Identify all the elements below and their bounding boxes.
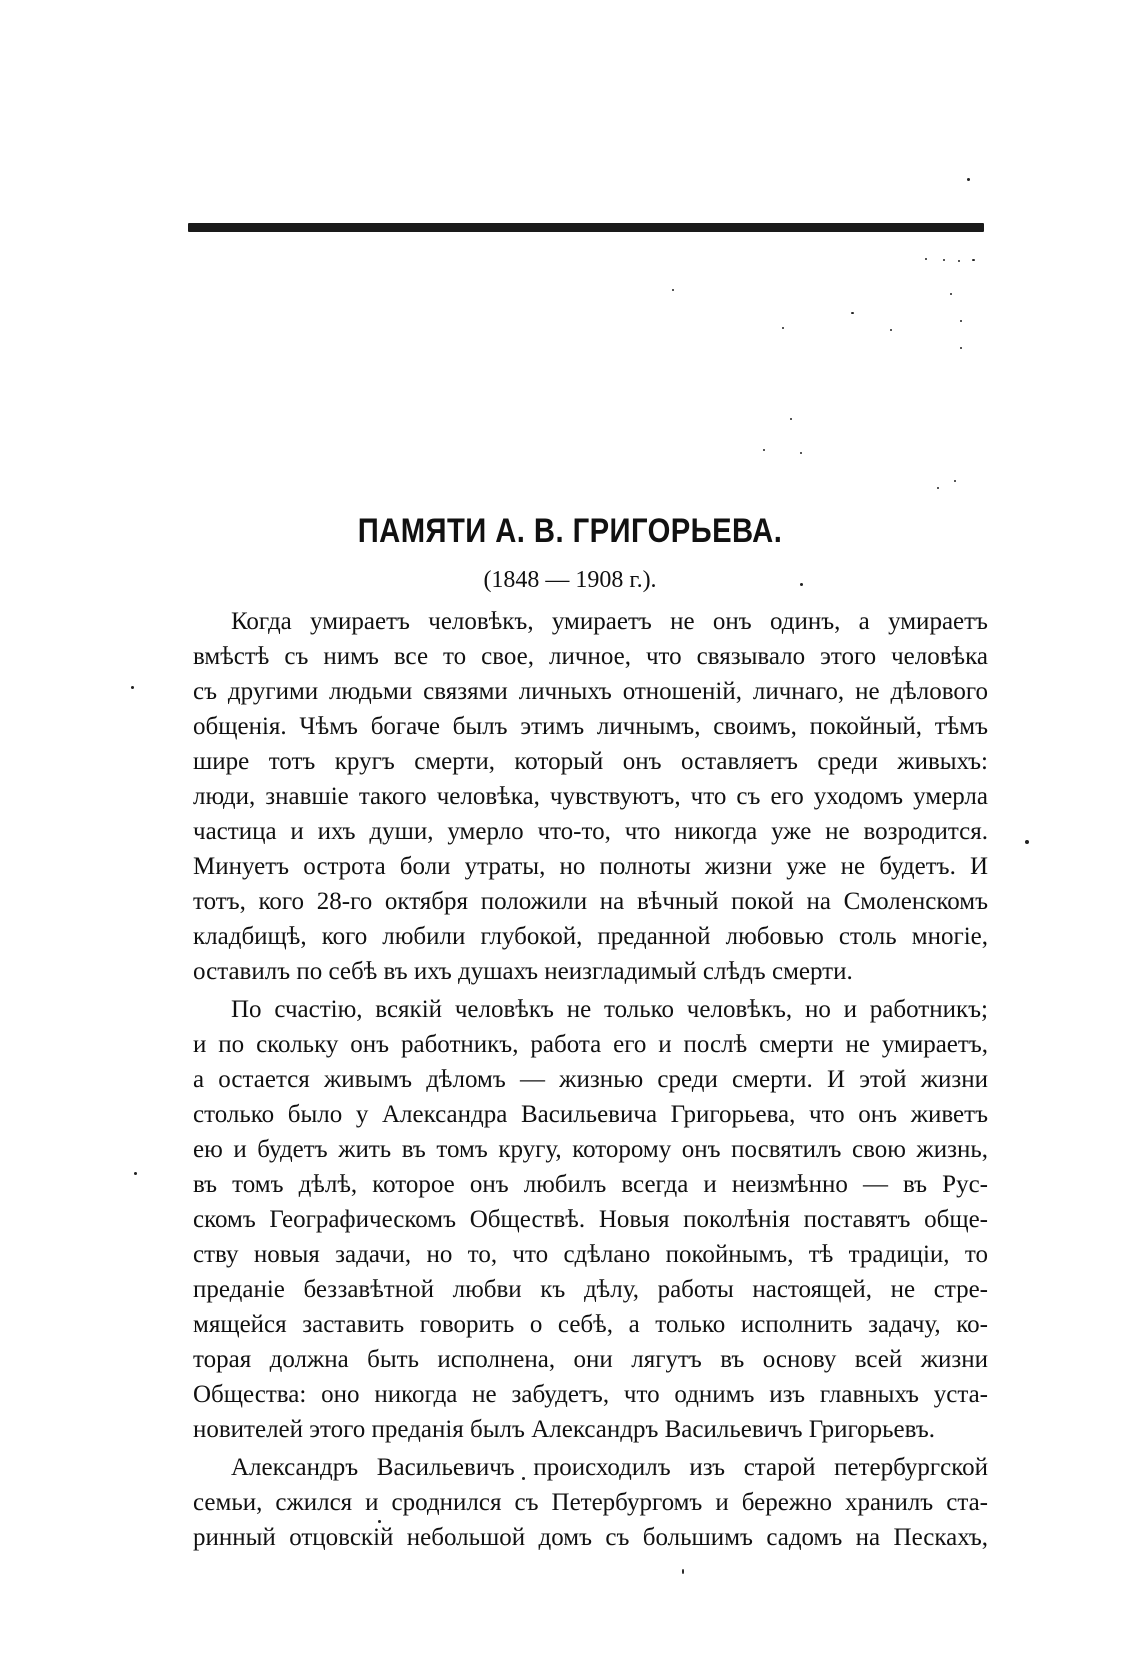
print-speck	[967, 178, 970, 181]
print-speck	[925, 258, 927, 260]
print-speck	[782, 327, 784, 329]
article-title: ПАМЯТИ А. В. ГРИГОРЬЕВА.	[357, 512, 783, 550]
article-dates: (1848 — 1908 г.).	[483, 567, 657, 593]
print-speck	[672, 289, 674, 291]
text-line: ству новыя задачи, но то, что сдѣлано покойнымъ, тѣ традиціи, то	[193, 1241, 988, 1268]
article-body	[193, 604, 988, 1555]
text-line: Когда умираетъ человѣкъ, умираетъ не онъ одинъ, а умираетъ	[231, 608, 988, 635]
print-speck	[790, 418, 792, 420]
print-speck	[800, 452, 802, 454]
text-line: мящейся заставить говорить о себѣ, а только исполнить задачу, ко-	[193, 1311, 988, 1338]
print-speck	[960, 320, 962, 322]
text-line: преданіе беззавѣтной любви къ дѣлу, работы настоящей, не стре-	[193, 1276, 988, 1303]
print-speck	[682, 1569, 684, 1574]
text-line: По счастію, всякій человѣкъ не только человѣкъ, но и работникъ;	[231, 996, 988, 1023]
print-speck	[950, 293, 952, 295]
text-line: а остается живымъ дѣломъ — жизнью среди смерти. И этой жизни	[193, 1066, 988, 1093]
print-speck	[851, 312, 854, 314]
text-line: скомъ Географическомъ Обществѣ. Новыя поколѣнія поставятъ обще-	[193, 1206, 988, 1233]
print-speck	[131, 686, 134, 689]
text-line: ринный отцовскій небольшой домъ съ большимъ садомъ на Пескахъ,	[193, 1524, 988, 1551]
text-line: вмѣстѣ съ нимъ все то свое, личное, что связывало этого человѣка	[193, 643, 988, 670]
print-speck	[1025, 840, 1029, 844]
text-line: тотъ, кого 28-го октября положили на вѣчный покой на Смоленскомъ	[193, 888, 988, 915]
paragraph	[193, 604, 988, 989]
paragraph	[193, 1450, 988, 1555]
text-line: семьи, сжился и сроднился съ Петербургомъ и бережно хранилъ ста-	[193, 1489, 988, 1516]
print-speck	[960, 347, 962, 349]
text-line: торая должна быть исполнена, они лягутъ въ основу всей жизни	[193, 1346, 988, 1373]
print-speck	[958, 260, 960, 262]
text-line: общенія. Чѣмъ богаче былъ этимъ личнымъ, своимъ, покойный, тѣмъ	[193, 713, 988, 740]
print-speck	[943, 259, 945, 261]
text-line: частица и ихъ души, умерло что-то, что никогда уже не возродится.	[193, 818, 988, 845]
text-line: оставилъ по себѣ въ ихъ душахъ неизгладимый слѣдъ смерти.	[193, 958, 853, 985]
print-speck	[134, 1172, 137, 1175]
text-line: шире тотъ кругъ смерти, который онъ оставляетъ среди живыхъ:	[193, 748, 988, 775]
text-line: люди, знавшіе такого человѣка, чувствуютъ, что съ его уходомъ умерла	[193, 783, 988, 810]
print-speck	[954, 480, 956, 482]
text-line: новителей этого преданія былъ Александръ Васильевичъ Григорьевъ.	[193, 1416, 936, 1443]
text-line: Александръ Васильевичъ происходилъ изъ старой петербургской	[231, 1454, 988, 1481]
paragraph	[193, 992, 988, 1447]
print-speck	[890, 329, 892, 331]
header-rule	[188, 223, 984, 232]
print-speck	[763, 449, 765, 451]
text-line: и по скольку онъ работникъ, работа его и послѣ смерти не умираетъ,	[193, 1031, 988, 1058]
text-line: съ другими людьми связями личныхъ отношеній, личнаго, не дѣлового	[193, 678, 988, 705]
print-speck	[972, 259, 975, 261]
text-line: кладбищѣ, кого любили глубокой, преданной любовью столь многіе,	[193, 923, 988, 950]
text-line: столько было у Александра Васильевича Григорьева, что онъ живетъ	[193, 1101, 988, 1128]
text-line: Минуетъ острота боли утраты, но полноты жизни уже не будетъ. И	[193, 853, 988, 880]
text-line: Общества: оно никогда не забудетъ, что однимъ изъ главныхъ уста-	[193, 1381, 988, 1408]
print-speck	[937, 487, 939, 489]
text-line: въ томъ дѣлѣ, которое онъ любилъ всегда и неизмѣнно — въ Рус-	[193, 1171, 988, 1198]
text-line: ею и будетъ жить въ томъ кругу, которому онъ посвятилъ свою жизнь,	[193, 1136, 988, 1163]
